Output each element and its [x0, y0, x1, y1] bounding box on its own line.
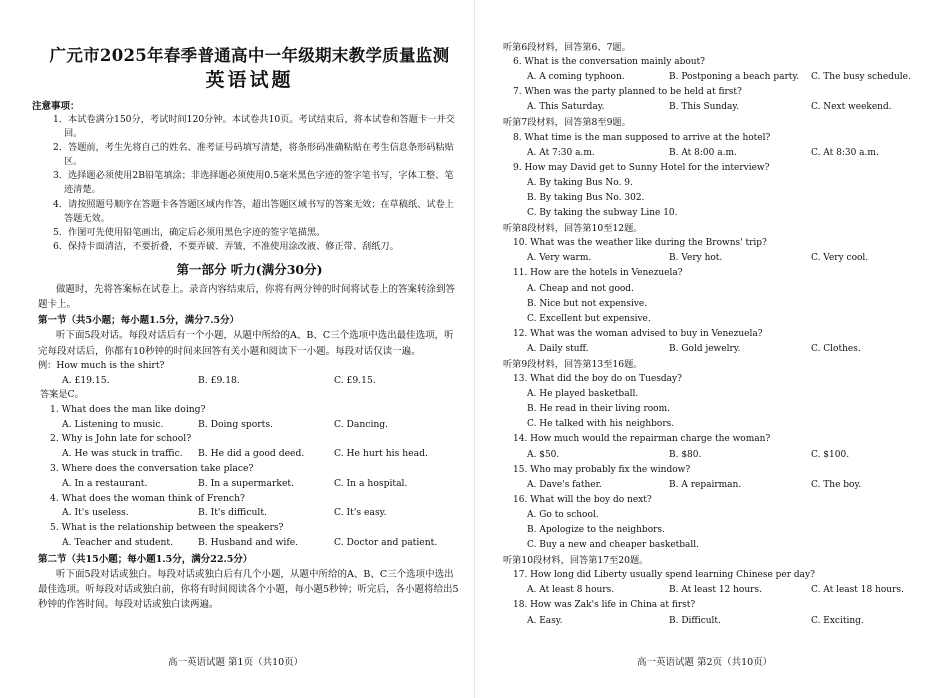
question — [503, 568, 928, 598]
option: A. Listening to music. — [62, 418, 164, 430]
part1-intro: 做题时，先将答案标在试卷上。录音内容结束后，你将有两分钟的时间将试卷上的答案转涂到答题卡上。 — [38, 283, 456, 311]
option: B. Difficult. — [669, 615, 721, 626]
option: C. It's easy. — [334, 507, 387, 519]
option: A. A coming typhoon. — [527, 72, 625, 83]
option: B. At 8:00 a.m. — [669, 147, 737, 158]
option: C. £9.15. — [334, 374, 376, 386]
option: C. The busy schedule. — [811, 72, 911, 83]
option: B. Postponing a beach party. — [669, 72, 800, 83]
question-options — [38, 506, 461, 521]
option: B. He read in their living room. — [527, 404, 670, 415]
question-stem: 6. What is the conversation mainly about? — [513, 57, 706, 68]
example-question — [38, 359, 461, 389]
question-stem: 14. How much would the repairman charge the woman? — [513, 434, 771, 445]
option: B. A repairman. — [669, 479, 742, 490]
option: C. Next weekend. — [811, 102, 892, 113]
option: A. Daily stuff. — [527, 343, 589, 354]
option: C. Exciting. — [811, 615, 864, 626]
question-stem: 10. What was the weather like during the Browns' trip? — [513, 238, 767, 249]
option: A. Very warm. — [527, 253, 592, 264]
question-options — [38, 418, 461, 433]
question-stem: 8. What time is the man supposed to arrive at the hotel? — [513, 132, 771, 143]
question-options — [503, 146, 928, 161]
option: A. $50. — [527, 449, 560, 460]
question — [503, 161, 928, 221]
question — [503, 327, 928, 357]
option: C. $100. — [811, 449, 850, 460]
page-footer: 高一英语试题 第2页（共10页） — [637, 657, 773, 668]
option: C. Doctor and patient. — [334, 537, 438, 549]
notice-item: 3．选择题必须使用2B铅笔填涂；非选择题必须使用0.5毫米黑色字迹的签字笔书写，字体工整、笔迹清楚。 — [53, 170, 454, 196]
option: B. It's difficult. — [198, 507, 267, 519]
option: C. Dancing. — [334, 418, 389, 430]
question-stem: 1. What does the man like doing? — [50, 403, 206, 415]
option: C. The boy. — [811, 479, 862, 490]
question-stem: 9. How may David get to Sunny Hotel for the interview? — [513, 162, 770, 173]
material-instruction: 听第10段材料，回答第17至20题。 — [503, 555, 649, 567]
option: C. Very cool. — [811, 253, 869, 264]
section1-heading: 第一节（共5小题；每小题1.5分，满分7.5分） — [38, 315, 240, 327]
question — [503, 372, 928, 432]
option: A. At least 8 hours. — [527, 585, 615, 596]
option: B. In a supermarket. — [198, 477, 294, 489]
question-options — [38, 536, 461, 551]
page-footer: 高一英语试题 第1页（共10页） — [168, 657, 304, 668]
section2-intro: 听下面5段对话或独白。每段对话或独白后有几个小题，从题中所给的A、B、C三个选项中选出最佳选项。听每段对话或独白前，你将有时间阅读各个小题，每小题5秒钟；听完后，各小题将给出5秒钟的作答时间。每段对话或独白读两遍。 — [38, 568, 459, 611]
question-stem: 12. What was the woman advised to buy in Venezuela? — [513, 328, 763, 339]
option: C. He talked with his neighbors. — [527, 419, 675, 430]
notice-item: 1．本试卷满分150分，考试时间120分钟。本试卷共10页。考试结束后，将本试卷和答题卡一并交回。 — [53, 114, 455, 140]
option: B. Very hot. — [669, 253, 723, 264]
question-stem: 2. Why is John late for school? — [50, 433, 192, 445]
question-stem: 11. How are the hotels in Venezuela? — [513, 268, 683, 279]
option: C. He hurt his head. — [334, 448, 428, 460]
notice-item: 4．请按照题号顺序在答题卡各答题区域内作答，超出答题区域书写的答案无效；在草稿纸、试卷上答题无效。 — [53, 198, 454, 224]
question-options — [503, 478, 928, 493]
question — [503, 55, 928, 85]
question-stem: 17. How long did Liberty usually spend learning Chinese per day? — [513, 570, 815, 581]
option: B. £9.18. — [198, 374, 240, 386]
notice-list — [38, 113, 461, 254]
question-stem: 5. What is the relationship between the speakers? — [50, 522, 284, 534]
question-options — [503, 251, 928, 266]
material-instruction: 听第7段材料，回答第8至9题。 — [503, 117, 631, 129]
question — [503, 85, 928, 115]
question — [503, 432, 928, 462]
question — [503, 236, 928, 266]
material-instruction: 听第8段材料，回答第10至12题。 — [503, 223, 643, 235]
option: C. Buy a new and cheaper basketball. — [527, 540, 700, 551]
option: B. Apologize to the neighbors. — [527, 525, 665, 535]
option: B. Gold jewelry. — [669, 343, 741, 354]
option: A. In a restaurant. — [62, 477, 148, 489]
option: A. It's useless. — [62, 507, 129, 519]
option: C. Excellent but expensive. — [527, 313, 651, 324]
exam-page-2 — [475, 0, 950, 698]
option: A. Cheap and not good. — [527, 283, 634, 294]
option: C. By taking the subway Line 10. — [527, 208, 678, 219]
option: A. This Saturday. — [527, 102, 605, 113]
exam-subject-title: 英语试题 — [205, 69, 294, 91]
option: B. At least 12 hours. — [669, 585, 762, 596]
question-options — [38, 447, 461, 462]
example-options — [38, 374, 461, 389]
material-instruction: 听第6段材料，回答第6、7题。 — [503, 42, 631, 53]
part1-title: 第一部分 听力(满分30分) — [176, 261, 323, 277]
question-options — [503, 448, 928, 463]
question-stem: 13. What did the boy do on Tuesday? — [513, 374, 682, 385]
option: B. By taking Bus No. 302. — [527, 192, 645, 203]
question-options — [503, 100, 928, 115]
section1-intro: 听下面5段对话。每段对话后有一个小题，从题中所给的A、B、C三个选项中选出最佳选项，听完每段对话后，你都有10秒钟的时间来回答有关小题和阅读下一小题。每段对话仅读一遍。 — [38, 330, 454, 357]
question-list — [503, 40, 928, 629]
notice-heading: 注意事项： — [32, 101, 80, 112]
question — [38, 462, 461, 492]
option: A. Go to school. — [527, 509, 599, 520]
option: C. At 8:30 a.m. — [811, 147, 879, 158]
question-stem: 16. What will the boy do next? — [513, 494, 652, 505]
question — [503, 493, 928, 553]
question — [503, 463, 928, 493]
option: C. Clothes. — [811, 343, 861, 354]
option: A. He was stuck in traffic. — [62, 448, 183, 460]
option: C. In a hospital. — [334, 477, 408, 489]
option: C. At least 18 hours. — [811, 585, 904, 596]
question-stem: 4. What does the woman think of French? — [50, 492, 245, 504]
option: B. This Sunday. — [669, 102, 740, 113]
section2-heading: 第二节（共15小题；每小题1.5分，满分22.5分） — [38, 553, 253, 565]
option: B. Husband and wife. — [198, 537, 299, 549]
question-options — [503, 583, 928, 598]
example-stem: 例：How much is the shirt? — [38, 359, 165, 371]
question-options — [38, 477, 461, 492]
question-options — [503, 70, 928, 85]
exam-title: 广元市2025年春季普通高中一年级期末教学质量监测 — [49, 46, 450, 65]
option: B. $80. — [669, 449, 702, 460]
question-options — [503, 342, 928, 357]
option: B. Doing sports. — [198, 418, 273, 430]
notice-item: 5．作图可先使用铅笔画出，确定后必须用黑色字迹的签字笔描黑。 — [53, 226, 326, 238]
question-stem: 18. How was Zak's life in China at first? — [513, 600, 696, 611]
question-options — [503, 614, 928, 629]
question-stem: 15. Who may probably fix the window? — [513, 464, 691, 475]
question — [38, 521, 461, 551]
question — [503, 598, 928, 628]
question — [503, 266, 928, 326]
notice-item: 2．答题前，考生先将自己的姓名、准考证号码填写清楚，将条形码准确粘贴在考生信息条形码粘贴区。 — [53, 142, 454, 168]
option: A. Teacher and student. — [62, 537, 173, 549]
question-stem: 3. Where does the conversation take place? — [50, 463, 254, 475]
option: B. Nice but not expensive. — [527, 298, 648, 309]
question — [38, 432, 461, 462]
option: A. £19.15. — [62, 374, 110, 386]
option: A. By taking Bus No. 9. — [527, 177, 633, 188]
question — [38, 492, 461, 522]
material-instruction: 听第9段材料，回答第13至16题。 — [503, 358, 643, 370]
notice-item: 6．保持卡面清洁，不要折叠，不要弄破、弄皱，不准使用涂改液、修正带、刮纸刀。 — [53, 240, 399, 252]
option: A. Dave's father. — [527, 479, 602, 490]
question — [503, 131, 928, 161]
question — [38, 403, 461, 433]
option: B. He did a good deed. — [198, 448, 305, 460]
option: A. At 7:30 a.m. — [527, 147, 595, 158]
question-stem: 7. When was the party planned to be held at first? — [513, 87, 742, 98]
option: A. Easy. — [527, 615, 563, 626]
example-answer: 答案是C。 — [40, 389, 84, 401]
option: A. He played basketball. — [527, 389, 639, 400]
